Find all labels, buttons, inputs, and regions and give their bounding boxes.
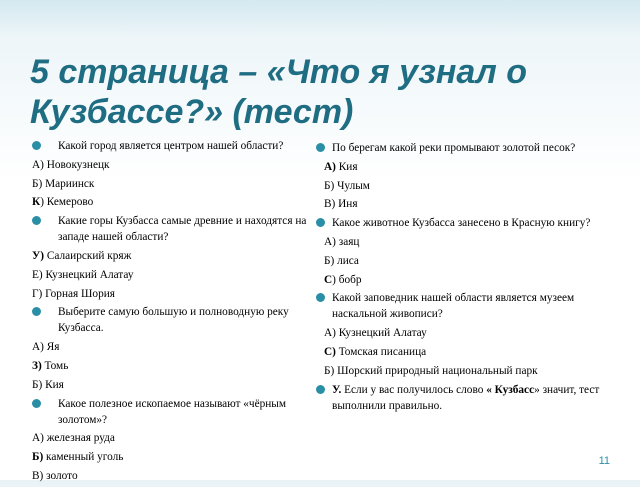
answer-text: Томская писаница [335, 345, 427, 358]
bullet-icon [316, 143, 325, 152]
bullet-icon [32, 307, 41, 316]
question-text: Какие горы Кузбасса самые древние и находятся на западе нашей области? [58, 215, 307, 244]
answer-letter: У) [32, 249, 45, 262]
left-column [32, 138, 314, 487]
answer-letter: У. [332, 383, 342, 396]
answer-option-correct [32, 194, 314, 210]
question-text: Какой заповедник нашей области является музеем наскальной живописи? [332, 292, 575, 321]
header-band [0, 0, 640, 36]
bullet-icon [32, 216, 41, 225]
question-text: Какое животное Кузбасса занесено в Красную книгу? [332, 217, 591, 230]
answer-option: Б) Кия [32, 378, 64, 391]
answer-text: Кия [335, 160, 358, 173]
answer-letter: Б) [32, 451, 44, 464]
answer-option: Е) Кузнецкий Алатау [32, 268, 134, 281]
bullet-icon [32, 141, 41, 150]
final-note-rest: » значит, тест выполнили правильно. [332, 383, 600, 412]
answer-option: А) Новокузнецк [32, 158, 110, 171]
answer-option: А) Кузнецкий Алатау [324, 327, 427, 340]
answer-option-correct [324, 272, 624, 288]
question-5 [324, 140, 624, 156]
answer-letter: З) [32, 359, 42, 372]
answer-option-correct [32, 248, 314, 264]
question-7 [324, 290, 624, 322]
answer-letter: С [324, 273, 333, 286]
final-note-mid: Если у вас получилось слово [341, 383, 487, 396]
answer-text: каменный уголь [43, 451, 124, 464]
question-2 [32, 213, 314, 245]
answer-option: А) железная руда [32, 432, 115, 445]
question-1 [32, 138, 314, 154]
answer-text: ) Кемерово [40, 196, 94, 209]
slide-title: 5 страница – «Что я узнал о Кузбассе?» (тест) [30, 53, 528, 131]
keyword: « Кузбасс [486, 383, 535, 396]
answer-option: А) заяц [324, 235, 360, 248]
page-number: 11 [598, 455, 610, 467]
right-column [324, 140, 624, 416]
answer-option: В) Иня [324, 198, 358, 211]
question-text: По берегам какой реки промывают золотой песок? [332, 142, 576, 154]
question-6 [324, 215, 624, 231]
answer-option-correct [324, 344, 624, 360]
bullet-icon [316, 293, 325, 302]
answer-text: Салаирский кряж [44, 249, 132, 262]
answer-option: В) золото [32, 469, 78, 482]
answer-option-correct [32, 449, 314, 465]
answer-letter: К [32, 196, 41, 209]
answer-option: Б) Чулым [324, 179, 370, 192]
answer-option: Б) лиса [324, 254, 359, 267]
answer-option-correct [324, 159, 624, 175]
answer-letter: А) [324, 160, 336, 173]
answer-text: ) бобр [332, 273, 362, 286]
question-text: Какой город является центром нашей области? [58, 140, 284, 152]
question-text: Какое полезное ископаемое называют «чёрным золотом»? [58, 397, 287, 426]
answer-option: Б) Шорский природный национальный парк [324, 364, 538, 377]
answer-option-correct [32, 358, 314, 374]
bullet-icon [316, 385, 325, 394]
question-text: Выберите самую большую и полноводную реку Кузбасса. [58, 306, 289, 335]
question-4 [32, 396, 314, 428]
answer-option: Б) Мариинск [32, 177, 95, 190]
final-note-text [332, 382, 624, 414]
answer-option: А) Яя [32, 341, 60, 354]
final-note [324, 382, 624, 414]
answer-letter: С) [324, 345, 336, 358]
bullet-icon [32, 399, 41, 408]
question-3 [32, 304, 314, 336]
answer-text: Томь [41, 359, 69, 372]
bullet-icon [316, 218, 325, 227]
answer-option: Г) Горная Шория [32, 287, 115, 300]
